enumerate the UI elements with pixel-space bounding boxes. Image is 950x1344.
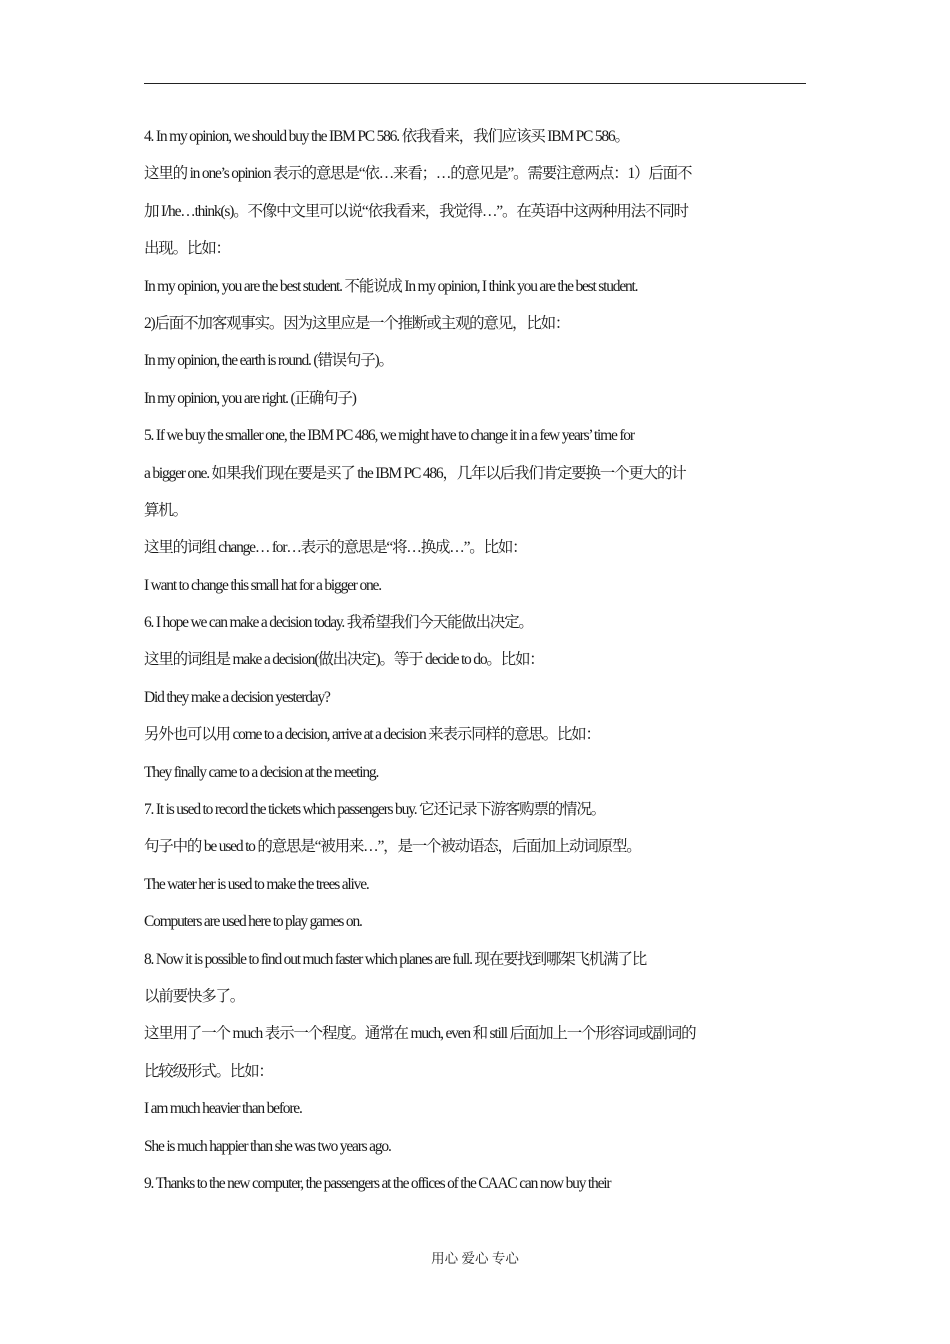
text-line: In my opinion, you are the best student. 不能说成 In my opinion, I think you are the best student. xyxy=(144,277,638,295)
text-line: The water her is used to make the trees alive. xyxy=(144,875,369,893)
text-line: 加 I/he…think(s)。不像中文里可以说“依我看来，我觉得…”。在英语中这两种用法不同时 xyxy=(144,202,688,220)
text-line: 5. If we buy the smaller one, the IBM PC 486, we might have to change it in a few years’ time for xyxy=(144,427,634,445)
text-line: 这里用了一个 much 表示一个程度。通常在 much, even 和 still 后面加上一个形容词或副词的 xyxy=(144,1025,696,1043)
text-line: Computers are used here to play games on. xyxy=(144,913,362,931)
text-line: I am much heavier than before. xyxy=(144,1100,302,1118)
text-line: 出现。比如： xyxy=(144,240,230,258)
text-line: They finally came to a decision at the meeting. xyxy=(144,763,379,781)
text-line: I want to change this small hat for a bigger one. xyxy=(144,576,381,594)
text-line: In my opinion, you are right. (正确句子) xyxy=(144,389,356,407)
document-body xyxy=(144,118,812,1202)
text-line: 6. I hope we can make a decision today. 我希望我们今天能做出决定。 xyxy=(144,614,533,632)
text-line: 比较级形式。比如： xyxy=(144,1062,273,1080)
text-line: 这里的词组是 make a decision(做出决定)。等于 decide to do。比如： xyxy=(144,651,544,669)
text-line: 8. Now it is possible to find out much faster which planes are full. 现在要找到哪架飞机满了比 xyxy=(144,950,647,968)
page-footer: 用心 爱心 专心 xyxy=(431,1251,519,1266)
text-line: Did they make a decision yesterday? xyxy=(144,688,330,706)
text-line: In my opinion, the earth is round. (错误句子)。 xyxy=(144,352,393,370)
text-line: 这里的 in one’s opinion 表示的意思是“依…来看；…的意见是”。需要注意两点：1）后面不 xyxy=(144,165,692,183)
text-line: 句子中的 be used to 的意思是“被用来…”，是一个被动语态，后面加上动词原型。 xyxy=(144,838,641,856)
text-line: 算机。 xyxy=(144,501,187,519)
text-line: 另外也可以用 come to a decision, arrive at a decision 来表示同样的意思。比如： xyxy=(144,726,600,744)
text-line: 以前要快多了。 xyxy=(144,987,245,1005)
text-line: 这里的词组 change… for…表示的意思是“将…换成…”。比如： xyxy=(144,539,527,557)
text-line: 9. Thanks to the new computer, the passengers at the offices of the CAAC can now buy their xyxy=(144,1174,611,1192)
header-rule xyxy=(144,83,806,84)
text-line: a bigger one. 如果我们现在要是买了 the IBM PC 486，几年以后我们肯定要换一个更大的计 xyxy=(144,464,686,482)
text-line: 2)后面不加客观事实。因为这里应是一个推断或主观的意见，比如： xyxy=(144,314,570,332)
text-line: 4. In my opinion, we should buy the IBM PC 586. 依我看来，我们应该买 IBM PC 586。 xyxy=(144,128,629,145)
text-line: She is much happier than she was two years ago. xyxy=(144,1137,391,1155)
text-line: 7. It is used to record the tickets which passengers buy. 它还记录下游客购票的情况。 xyxy=(144,801,605,819)
